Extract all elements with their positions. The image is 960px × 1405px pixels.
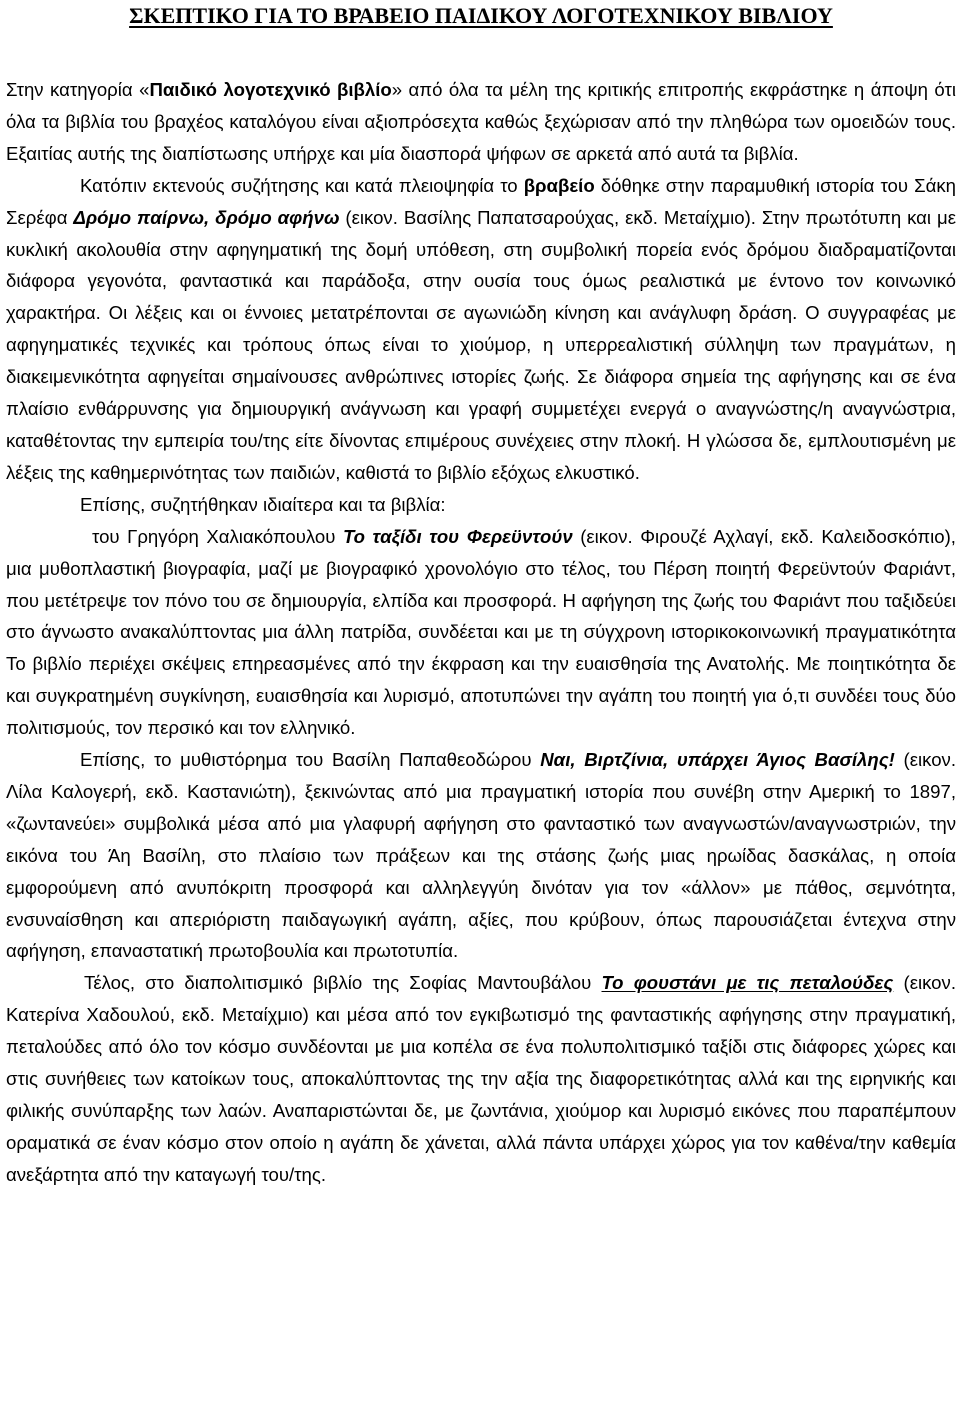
paragraph-ferenydoun-text-2: (εικον. Φιρουζέ Αχλαγί, εκδ. Καλειδοσκόπιο), μια μυθοπλαστική βιογραφία, μαζί με βιογραφικό χρονολόγιο στο τέλος, του Πέρση ποιητή Φερεϋντούν Φαριάντ, που μετέτρεψε τον πόνο του σε δημιουργία, ελπίδα και προσφορά. Η αφήγηση της ζωής του Φαριάντ που ταξιδεύει στο άγνωστο ανακαλύπτοντας μια άλλη πατρίδα, συνδέεται και με τη σύγχρονη ιστορικοκοινωνική πραγματικότητα Το βιβλίο περιέχει σκέψεις επηρεασμένες από την έκφραση και την ευαισθησία της Ανατολής. Με ποιητικότητα δε και συγκρατημένη συγκίνηση, ευαισθησία και λυρισμό, αποτυπώνει την αγάπη του ποιητή για ό,τι συνδέει τους δύο πολιτισμούς, τον περσικό και τον ελληνικό. <box>6 525 956 739</box>
paragraph-butterflies-text-1: Τέλος, στο διαπολιτισμικό βιβλίο της Σοφίας Μαντουβάλου <box>84 972 602 994</box>
paragraph-award <box>6 170 956 489</box>
paragraph-intro-text-1: Στην κατηγορία « <box>6 79 150 100</box>
paragraph-butterflies-text-2: (εικον. Κατερίνα Χαδουλού, εκδ. Μεταίχμιο) και μέσα από τον εγκιβωτισμό της φανταστικής αφήγησης στην πραγματική, πεταλούδες από όλο τον κόσμο συνδέονται με μια κοπέλα σε ένα πολυπολιτισμικό ταξίδι στις διάφορες χώρες και στις συνήθειες των κατοίκων τους, αποκαλύπτοντας της την αξία της διαφορετικότητας αλλά και της ειρηνικής και φιλικής συνύπαρξης των λαών. Αναπαριστώνται δε, με ζωντάνια, χιούμορ και λυρισμό εικόνες που παραπέμπουν οραματικά σε έναν κόσμο στον οποίο η αγάπη δε χάνεται, αλλά πάντα υπάρχει χώρος για τον καθένα/την καθεμία ανεξάρτητα από την καταγωγή του/της. <box>6 972 956 1185</box>
award-word: βραβείο <box>523 174 595 196</box>
paragraph-award-text-2: δόθηκε στην παραμυθική ιστορία του Σάκη Σερέφα <box>6 174 956 228</box>
paragraph-intro <box>6 74 956 170</box>
paragraph-award-text-1: Κατόπιν εκτενούς συζήτησης και κατά πλειοψηφία το <box>80 174 524 196</box>
awarded-book-title: Δρόμο παίρνω, δρόμο αφήνω <box>73 206 340 228</box>
paragraph-also-discussed: Επίσης, συζητήθηκαν ιδιαίτερα και τα βιβλία: <box>80 493 446 515</box>
document-body <box>6 74 956 1191</box>
paragraph-intro-text-2: » από όλα τα μέλη της κριτικής επιτροπής εκφράστηκε η άποψη ότι όλα τα βιβλία του βραχέος καταλόγου είναι αξιοπρόσεχτα καθώς ξεχώρισαν από την πληθώρα των ομοειδών τους. Εξαιτίας αυτής της διαπίστωσης υπήρχε και μία διασπορά ψήφων σε αρκετά από αυτά τα βιβλία. <box>6 79 956 164</box>
document-page <box>6 0 956 1191</box>
paragraph-book-virginia <box>6 744 956 967</box>
book-title-butterflies: Το φουστάνι με τις πεταλούδες <box>601 972 894 994</box>
document-title: ΣΚΕΠΤΙΚΟ ΓΙΑ ΤΟ ΒΡΑΒΕΙΟ ΠΑΙΔΙΚΟΥ ΛΟΓΟΤΕΧΝΙΚΟΥ ΒΙΒΛΙΟΥ <box>129 3 833 28</box>
paragraph-ferenydoun-text-1: του Γρηγόρη Χαλιακόπουλου <box>92 525 343 547</box>
paragraph-virginia-text-1: Επίσης, το μυθιστόρημα του Βασίλη Παπαθεοδώρου <box>80 749 541 771</box>
paragraph-award-text-3: (εικον. Βασίλης Παπατσαρούχας, εκδ. Μεταίχμιο). Στην πρωτότυπη και με κυκλική ακολουθία στην αφηγηματική της δομή υπόθεση, στη συμβολική πορεία ενός δρόμου διαδραματίζονται διάφορα γεγονότα, φανταστικά και παράδοξα, στην ουσία τους όμως ρεαλιστικά με έντονο τον κοινωνικό χαρακτήρα. Οι λέξεις και οι έννοιες μετατρέπονται σε αγωνιώδη κίνηση και ανάγλυφη δράση. Ο συγγραφέας με αφηγηματικές τεχνικές και τρόπους όπως είναι το χιούμορ, η υπερρεαλιστική σύλληψη των πραγμάτων, η διακειμενικότητα αφηγείται σημαίνουσες ανθρώπινες ιστορίες ζωής. Σε διάφορα σημεία της αφήγησης και σε ένα πλαίσιο ενθάρρυνσης για δημιουργική ανάγνωση και γραφή συμμετέχει ενεργά ο αναγνώστης/η αναγνώστρια, καταθέτοντας την εμπειρία του/της είτε δίνοντας επιμέρους συνέχειες στην πλοκή. Η γλώσσα δε, εμπλουτισμένη με λέξεις της καθημερινότητας των παιδιών, καθιστά το βιβλίο εξόχως ελκυστικό. <box>6 206 956 483</box>
book-title-ferenydoun: Το ταξίδι του Φερεϋντούν <box>342 525 573 547</box>
paragraph-book-butterflies <box>6 967 956 1190</box>
category-name: Παιδικό λογοτεχνικό βιβλίο <box>149 79 392 100</box>
paragraph-virginia-text-2: (εικον. Λίλα Καλογερή, εκδ. Καστανιώτη), ξεκινώντας από μια πραγματική ιστορία που συνέβη στην Αμερική το 1897, «ζωντανεύει» συμβολικά μέσα από μια γλαφυρή αφήγηση στο φανταστικό των αναγνωστών/αναγνωστριών, την εικόνα του Άη Βασίλη, στο πλαίσιο των πράξεων και της στάσης ζωής μιας ηρωίδας δασκάλας, η οποία εμφορούμενη από ανυπόκριτη προσφορά και αλληλεγγύη δινόταν για τον «άλλον» με πάθος, σεμνότητα, ενσυναίσθηση και απεριόριστη παιδαγωγική αγάπη, αξίες, που κρύβουν, όπως παρουσιάζεται έντεχνα στην αφήγηση, επαναστατική πρωτοβουλία και πρωτοτυπία. <box>6 749 956 962</box>
book-title-virginia: Ναι, Βιρτζίνια, υπάρχει Άγιος Βασίλης! <box>540 749 895 771</box>
paragraph-book-ferenydoun <box>6 521 956 744</box>
